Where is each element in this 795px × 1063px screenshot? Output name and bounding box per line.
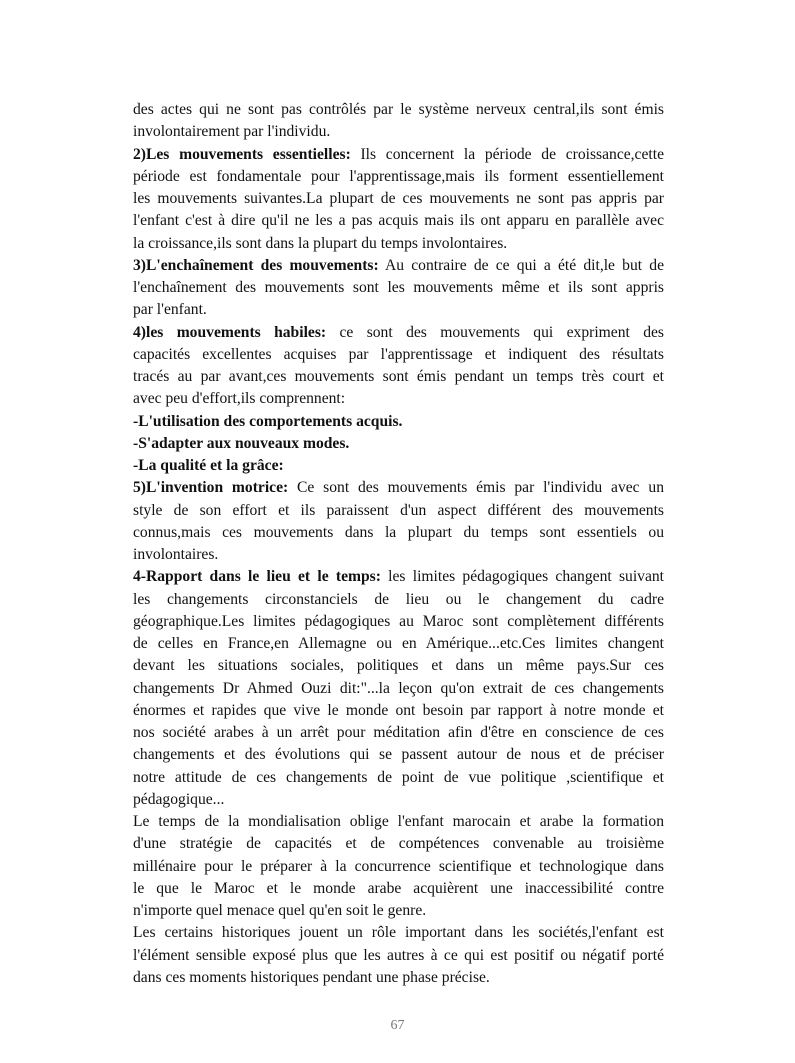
text-line — [133, 811, 664, 833]
line-text: style de son effort et ils paraissent d'un aspect différent des mouvements — [133, 501, 664, 519]
bold-heading: -La qualité et la grâce: — [133, 457, 284, 474]
text-line — [133, 233, 664, 255]
line-text: les mouvements suivantes.La plupart de ces mouvements ne sont pas appris par — [133, 190, 664, 207]
text-line — [133, 210, 664, 232]
line-text: énormes et rapides que vive le monde ont besoin par rapport à notre monde et — [133, 701, 664, 719]
text-line — [133, 188, 664, 210]
line-text: capacités excellentes acquises par l'apprentissage et indiquent des résultats — [133, 345, 664, 363]
text-line — [133, 967, 664, 989]
line-text: Les certains historiques jouent un rôle important dans les sociétés,l'enfant est — [133, 924, 664, 942]
text-line — [133, 878, 664, 900]
text-line — [133, 655, 664, 677]
line-text: Ils concernent la période de croissance,cette — [350, 145, 664, 163]
line-text: par l'enfant. — [133, 301, 207, 319]
text-line — [133, 344, 664, 366]
line-text: changements Dr Ahmed Ouzi dit:"...la leçon qu'on extrait de ces changements — [133, 679, 664, 697]
line-text: involontaires. — [133, 546, 219, 563]
line-text: l'enfant c'est à dire qu'il ne les a pas acquis mais ils ont apparu en parallèle avec — [133, 212, 664, 230]
text-line — [133, 388, 664, 410]
line-text: changements et des évolutions qui se passent autour de nous et de préciser — [133, 746, 664, 764]
text-line — [133, 255, 664, 277]
bold-heading: 4-Rapport dans le lieu et le temps: — [133, 568, 381, 586]
line-text: pédagogique... — [133, 790, 225, 808]
document-body — [133, 99, 664, 989]
bold-heading: 2)Les mouvements essentielles: — [133, 145, 351, 163]
line-text: l'enchaînement des mouvements sont les mouvements même et ils sont appris — [133, 279, 664, 296]
line-text: devant les situations sociales, politiques et dans un même pays.Sur ces — [133, 657, 664, 675]
line-text: millénaire pour le préparer à la concurrence scientifique et technologique dans — [133, 857, 664, 875]
bold-heading: 5)L'invention motrice: — [133, 479, 289, 497]
text-line — [133, 411, 664, 433]
text-line — [133, 477, 664, 499]
line-text: des actes qui ne sont pas contrôlés par le système nerveux central,ils sont émis — [133, 101, 664, 118]
line-text: dans ces moments historiques pendant une phase précise. — [133, 968, 490, 986]
line-text: Ce sont des mouvements émis par l'individu avec un — [288, 479, 664, 497]
line-text: les changements circonstanciels de lieu ou le changement du cadre — [133, 590, 664, 608]
bold-heading: -L'utilisation des comportements acquis. — [133, 412, 403, 430]
text-line — [133, 366, 664, 388]
line-text: les limites pédagogiques changent suivant — [380, 568, 664, 586]
line-text: Au contraire de ce qui a été dit,le but de — [378, 256, 664, 274]
line-text: l'élément sensible exposé plus que les autres à ce qui est positif ou négatif porté — [133, 946, 664, 964]
text-line — [133, 744, 664, 766]
line-text: tracés au par avant,ces mouvements sont émis pendant un temps très court et — [133, 368, 664, 385]
line-text: involontairement par l'individu. — [133, 123, 331, 141]
line-text: la croissance,ils sont dans la plupart du temps involontaires. — [133, 234, 508, 252]
line-text: notre attitude de ces changements de point de vue politique ,scientifique et — [133, 768, 664, 786]
text-line — [133, 277, 664, 299]
line-text: ce sont des mouvements qui expriment des — [326, 323, 664, 341]
text-line — [133, 767, 664, 789]
bold-heading: 4)les mouvements habiles: — [133, 323, 327, 341]
text-line — [133, 299, 664, 321]
text-line — [133, 566, 664, 588]
line-text: nos société arabes à un arrêt pour méditation afin d'être en conscience de ces — [133, 724, 664, 741]
bold-heading: 3)L'enchaînement des mouvements: — [133, 256, 379, 274]
page-number: 67 — [390, 1018, 405, 1033]
text-line — [133, 789, 664, 811]
line-text: avec peu d'effort,ils comprennent: — [133, 390, 346, 408]
text-line — [133, 144, 664, 166]
text-line — [133, 121, 664, 143]
text-line — [133, 945, 664, 967]
text-line — [133, 678, 664, 700]
text-line — [133, 900, 664, 922]
line-text: géographique.Les limites pédagogiques au Maroc sont complètement différents — [133, 612, 664, 630]
text-line — [133, 922, 664, 944]
text-line — [133, 99, 664, 121]
text-line — [133, 544, 664, 566]
text-line — [133, 611, 664, 633]
line-text: d'une stratégie de capacités et de compétences convenable au troisième — [133, 835, 664, 853]
text-line — [133, 522, 664, 544]
text-line — [133, 633, 664, 655]
line-text: de celles en France,en Allemagne ou en Amérique...etc.Ces limites changent — [133, 635, 664, 652]
text-line — [133, 833, 664, 855]
text-line — [133, 856, 664, 878]
text-line — [133, 166, 664, 188]
line-text: le que le Maroc et le monde arabe acquièrent une inaccessibilité contre — [133, 879, 664, 897]
text-line — [133, 322, 664, 344]
line-text: connus,mais ces mouvements dans la plupart du temps sont essentiels ou — [133, 523, 664, 541]
line-text: Le temps de la mondialisation oblige l'enfant marocain et arabe la formation — [133, 813, 664, 830]
text-line — [133, 722, 664, 744]
text-line — [133, 700, 664, 722]
text-line — [133, 500, 664, 522]
bold-heading: -S'adapter aux nouveaux modes. — [133, 434, 350, 452]
text-line — [133, 433, 664, 455]
line-text: période est fondamentale pour l'apprentissage,mais ils forment essentiellement — [133, 167, 664, 185]
text-line — [133, 455, 664, 477]
text-line — [133, 589, 664, 611]
line-text: n'importe quel menace quel qu'en soit le genre. — [133, 902, 427, 919]
